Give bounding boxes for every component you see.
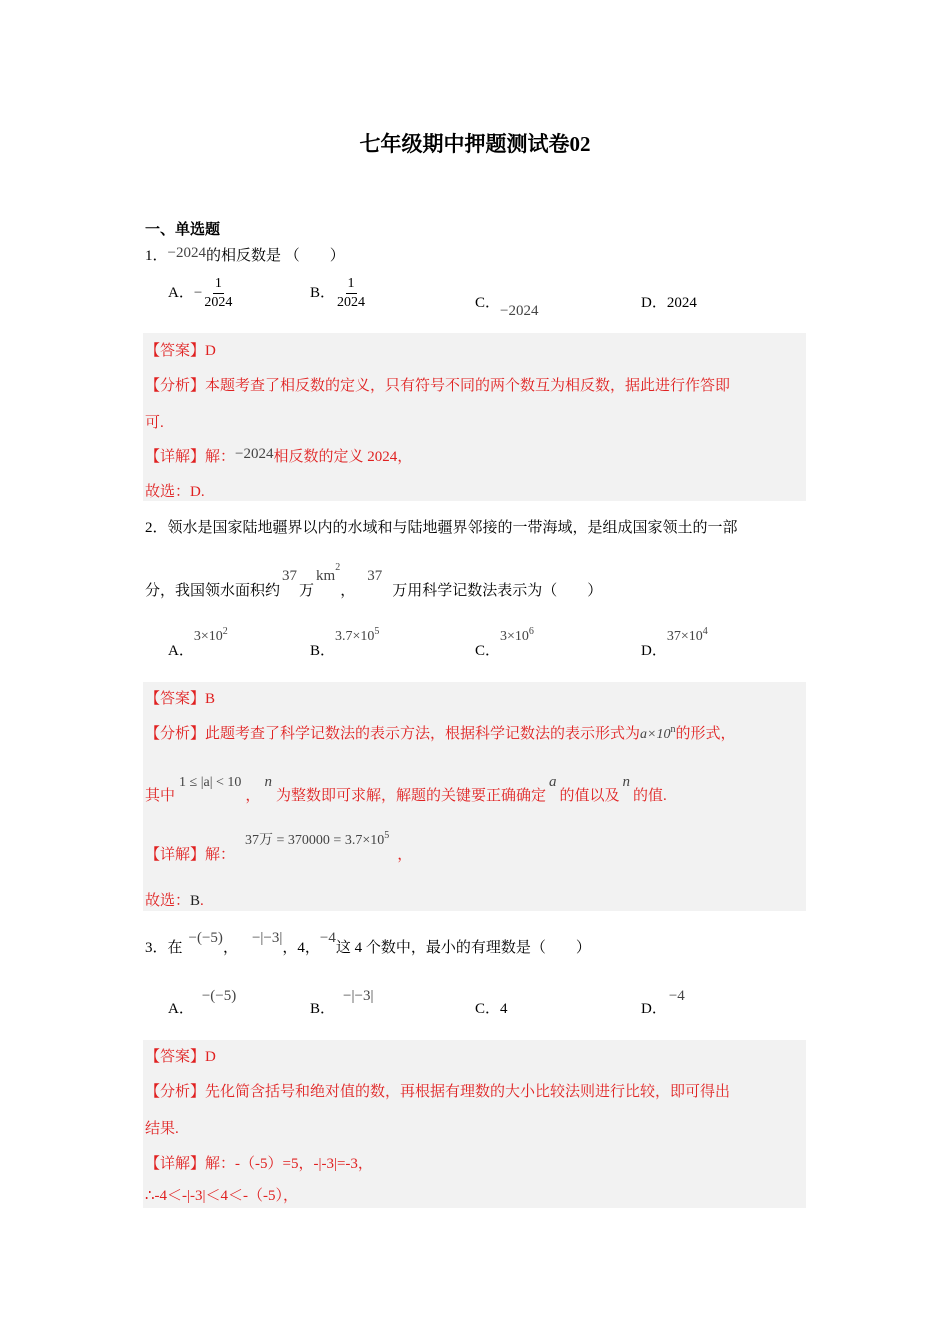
conclusion-text: 故选： bbox=[145, 893, 191, 909]
detail-line bbox=[145, 445, 412, 466]
math-expr: −(−5) bbox=[188, 930, 223, 946]
analysis-tag: 【分析】 bbox=[145, 378, 206, 394]
q1-option-a bbox=[168, 276, 234, 311]
numerator: 1 bbox=[213, 276, 224, 294]
answer-line bbox=[145, 1045, 216, 1066]
analysis-line-2 bbox=[145, 770, 667, 806]
analysis-line-2: 可. bbox=[145, 415, 164, 431]
question-number: 1． bbox=[145, 248, 168, 264]
exponent: 2 bbox=[222, 626, 228, 637]
analysis-line-1 bbox=[145, 722, 736, 743]
math-expr: −4 bbox=[319, 930, 336, 946]
answer-tag: 【答案】 bbox=[145, 1049, 206, 1065]
answer-value: B bbox=[205, 691, 216, 707]
analysis-text: 本题考查了相反数的定义，只有符号不同的两个数互为相反数，据此进行作答即 bbox=[205, 378, 731, 394]
punctuation: ， bbox=[222, 940, 238, 956]
page-title: 七年级期中押题测试卷02 bbox=[359, 132, 591, 156]
question-3-stem bbox=[145, 926, 591, 956]
q1-option-c bbox=[475, 291, 539, 319]
math-expr: a×10 bbox=[640, 727, 671, 742]
math-expr: 3×10 bbox=[500, 629, 529, 644]
math-expr: 37×10 bbox=[666, 629, 703, 644]
exponent: 4 bbox=[702, 626, 708, 637]
q2-option-a bbox=[168, 624, 228, 658]
option-label: A． bbox=[168, 1001, 194, 1017]
detail-text: 解： bbox=[205, 449, 236, 465]
math-expr: 37 bbox=[282, 568, 298, 584]
numerator: 1 bbox=[346, 276, 357, 294]
math-expr: 3.7×10 bbox=[335, 629, 375, 644]
exponent: 5 bbox=[384, 830, 390, 841]
detail-text: 相反数的定义 2024， bbox=[273, 449, 413, 465]
fraction bbox=[202, 276, 234, 311]
detail-text: 解： bbox=[205, 847, 236, 863]
analysis-text: 其中 bbox=[145, 788, 176, 804]
denominator: 2024 bbox=[337, 295, 366, 310]
q2-answer-box bbox=[143, 682, 806, 911]
option-label: D． bbox=[641, 643, 667, 659]
question-1-stem bbox=[145, 244, 345, 265]
unit-km: km bbox=[316, 568, 336, 584]
analysis-text: 先化简含括号和绝对值的数，再根据有理数的大小比较法则进行比较，即可得出 bbox=[205, 1084, 731, 1100]
detail-tag: 【详解】 bbox=[145, 1156, 206, 1172]
q1-option-d: D．2024 bbox=[641, 295, 697, 311]
detail-tag: 【详解】 bbox=[145, 449, 206, 465]
analysis-tag: 【分析】 bbox=[145, 726, 206, 742]
analysis-text: 此题考查了科学记数法的表示方法，根据科学记数法的表示形式为 bbox=[205, 726, 641, 742]
q1-option-b bbox=[310, 276, 367, 311]
fraction bbox=[335, 276, 367, 311]
q3-option-b bbox=[310, 984, 374, 1017]
analysis-line-2: 结果. bbox=[145, 1121, 179, 1137]
q2-option-b bbox=[310, 624, 379, 658]
math-expr: −|−3| bbox=[251, 930, 283, 946]
analysis-tag: 【分析】 bbox=[145, 1084, 206, 1100]
detail-tag: 【详解】 bbox=[145, 847, 206, 863]
detail-line bbox=[145, 828, 412, 864]
q3-option-d bbox=[641, 984, 685, 1017]
exponent: 5 bbox=[374, 626, 380, 637]
q3-option-a bbox=[168, 984, 237, 1017]
answer-value: D bbox=[205, 343, 216, 359]
option-label: B． bbox=[310, 284, 336, 301]
conclusion-line: 故选：D. bbox=[145, 484, 205, 500]
q1-answer-box bbox=[143, 333, 806, 501]
math-expr: −2024 bbox=[235, 446, 274, 462]
conclusion-text: . bbox=[200, 893, 204, 909]
analysis-text: 的形式， bbox=[675, 726, 736, 742]
detail-text: ， bbox=[397, 847, 413, 863]
question-text: 万 bbox=[299, 583, 315, 599]
option-label: C． bbox=[475, 643, 501, 659]
math-expr: −2024 bbox=[500, 303, 539, 319]
option-label: A． bbox=[168, 284, 194, 301]
analysis-line-1 bbox=[145, 374, 730, 395]
answer-value: D bbox=[205, 1049, 216, 1065]
answer-line bbox=[145, 339, 216, 360]
option-label: D． bbox=[641, 1001, 667, 1017]
math-expr: −2024 bbox=[167, 245, 206, 261]
question-text: 的相反数是 （ ） bbox=[205, 248, 345, 264]
option-label: A． bbox=[168, 643, 194, 659]
question-number: 3．在 bbox=[145, 940, 183, 956]
math-expr: 3×10 bbox=[193, 629, 223, 644]
math-expr: 37 bbox=[367, 568, 383, 584]
analysis-line-1 bbox=[145, 1080, 730, 1101]
question-text: 分，我国领水面积约 bbox=[145, 583, 281, 599]
analysis-text: 的值以及 bbox=[559, 788, 620, 804]
q3-answer-box bbox=[143, 1040, 806, 1208]
exponent: 2 bbox=[335, 562, 341, 573]
question-2-stem-2 bbox=[145, 564, 602, 600]
exponent: n bbox=[670, 724, 676, 735]
answer-tag: 【答案】 bbox=[145, 343, 206, 359]
math-expr: −|−3| bbox=[343, 988, 374, 1004]
math-var: n bbox=[264, 774, 272, 790]
detail-text: 解：-（-5）=5，-|-3|=-3， bbox=[205, 1156, 373, 1172]
option-label: B． bbox=[310, 1001, 336, 1017]
question-text: 这 4 个数中，最小的有理数是（ ） bbox=[335, 940, 591, 956]
math-expr: 1 ≤ |a| < 10 bbox=[179, 775, 242, 790]
minus-sign: − bbox=[193, 284, 203, 301]
math-expr: −4 bbox=[668, 988, 685, 1004]
question-text: ，4， bbox=[282, 940, 320, 956]
detail-line-2: ∴-4＜-|-3|＜4＜-（-5）， bbox=[145, 1188, 299, 1204]
q2-option-d bbox=[641, 624, 708, 658]
math-var: n bbox=[622, 774, 630, 790]
detail-line-1 bbox=[145, 1152, 373, 1173]
q2-option-c bbox=[475, 624, 534, 658]
option-label: C． bbox=[475, 295, 501, 311]
analysis-text: ， bbox=[245, 788, 261, 804]
denominator: 2024 bbox=[204, 295, 233, 310]
answer-tag: 【答案】 bbox=[145, 691, 206, 707]
question-2-stem-1: 2．领水是国家陆地疆界以内的水域和与陆地疆界邻接的一带海域，是组成国家领土的一部 bbox=[145, 520, 738, 536]
math-expr: 37万 = 370000 = 3.7×10 bbox=[245, 833, 385, 848]
q3-option-c: C．4 bbox=[475, 1001, 508, 1017]
math-var: a bbox=[548, 774, 557, 790]
analysis-text: 为整数即可求解，解题的关键要正确确定 bbox=[275, 788, 546, 804]
conclusion-line bbox=[145, 889, 204, 910]
analysis-text: 的值. bbox=[632, 788, 667, 804]
answer-line bbox=[145, 687, 215, 708]
punctuation: ， bbox=[340, 583, 356, 599]
math-expr: B bbox=[190, 893, 201, 909]
section-heading: 一、单选题 bbox=[145, 222, 221, 238]
question-text: 万用科学记数法表示为（ ） bbox=[392, 583, 603, 599]
exponent: 6 bbox=[528, 626, 534, 637]
math-expr: −(−5) bbox=[201, 988, 237, 1004]
option-label: B． bbox=[310, 643, 336, 659]
